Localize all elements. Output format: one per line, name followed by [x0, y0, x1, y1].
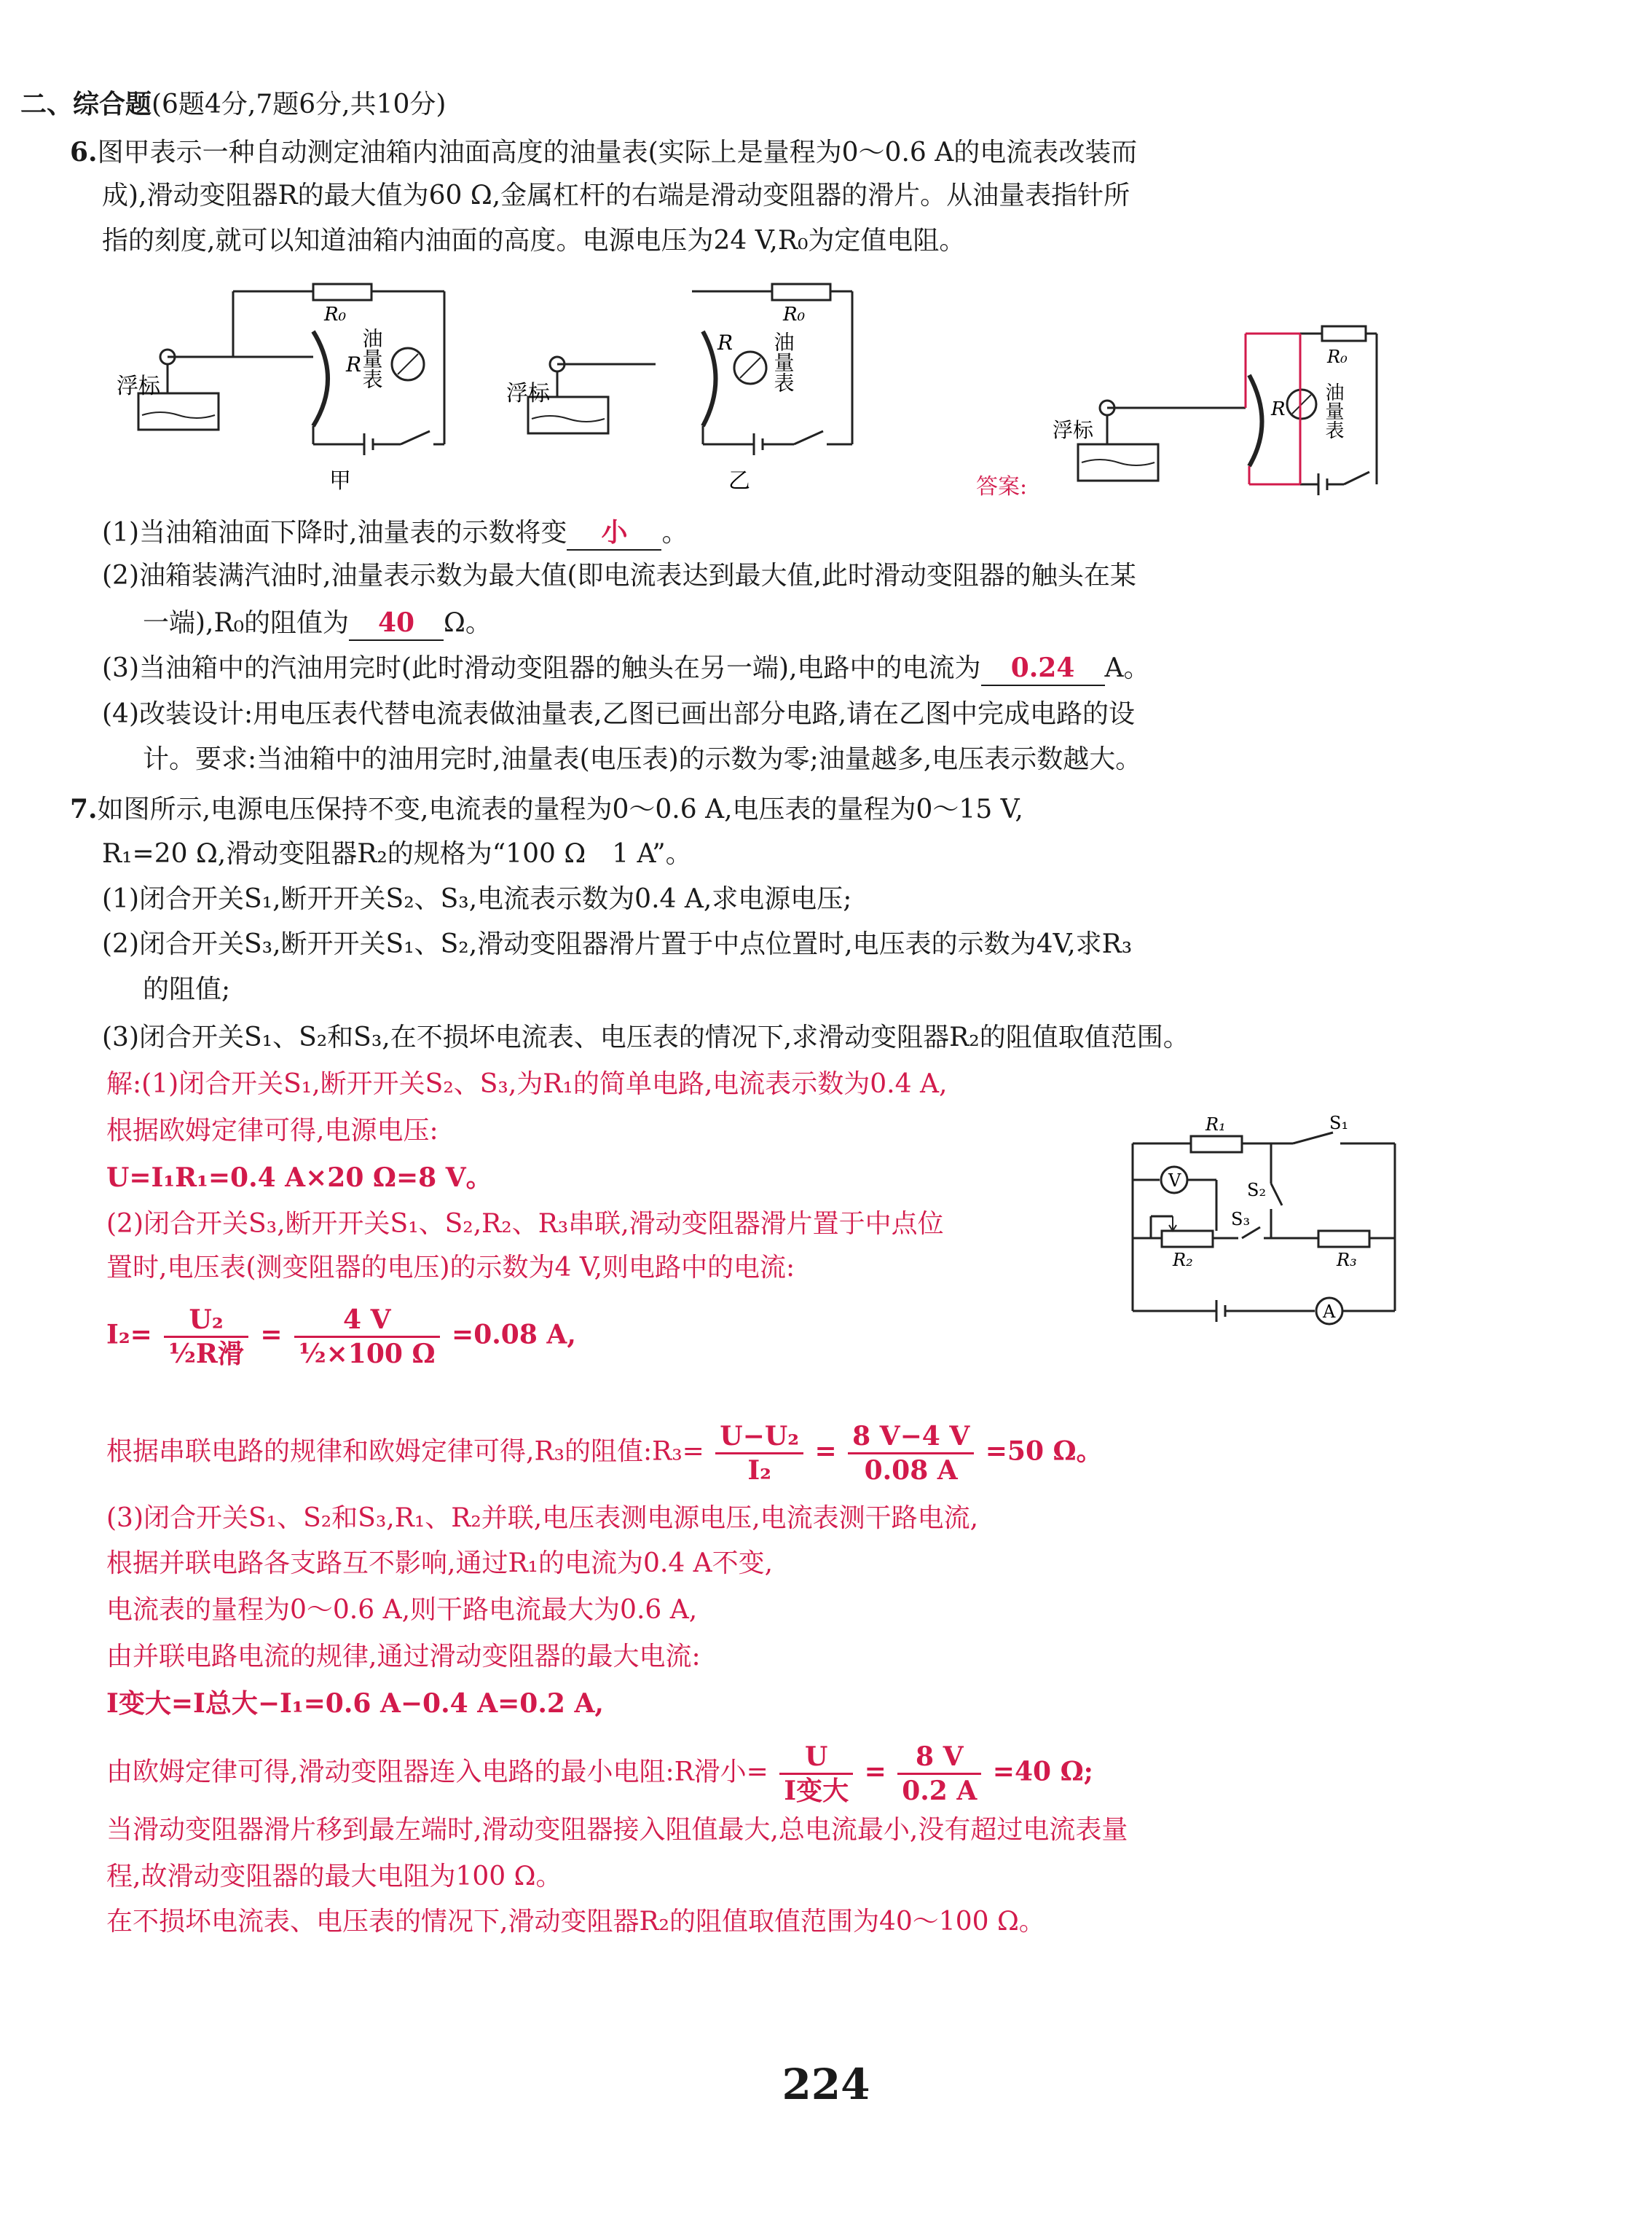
rheostat-r: [703, 331, 716, 426]
q6-p3-answer: 0.24: [981, 651, 1105, 686]
eq-r3-equals: =: [814, 1436, 837, 1467]
eq-i2-rhs: =0.08 A,: [452, 1319, 576, 1350]
eq-rmin-rhs: =40 Ω;: [992, 1756, 1093, 1787]
fig-yi-float-label: 浮标: [506, 381, 550, 406]
resistor-r3: [1318, 1231, 1369, 1247]
fig-ans-meter: 油量表: [1322, 382, 1344, 439]
q6-part2-line2: [143, 606, 492, 641]
fig-jia-r: R: [346, 353, 362, 377]
q6-p1-answer: 小: [567, 516, 661, 551]
q6-stem-line1: [70, 135, 1137, 170]
eq-i2-den2: ½×100 Ω: [299, 1339, 436, 1369]
q6-p3-end: A。: [1104, 653, 1150, 683]
q6-p2-answer: 40: [349, 606, 444, 641]
eq-i2-den1: ½R滑: [168, 1339, 244, 1369]
resistor-r0: [772, 284, 830, 300]
section-title: 二、综合题: [20, 89, 152, 119]
q6-part3: [102, 651, 1150, 686]
figure-jia: [102, 269, 481, 503]
fig-jia-caption: 甲: [329, 468, 351, 494]
switch-icon: [1344, 472, 1369, 484]
sol-line11: 由并联电路电流的规律,通过滑动变阻器的最大电流:: [106, 1642, 701, 1671]
q7-part2-line1: (2)闭合开关S₃,断开开关S₁、S₂,滑动变阻器滑片置于中点位置时,电压表的示数为4V,求R₃: [102, 929, 1133, 959]
fig-yi-r: R: [717, 331, 733, 355]
q6-p1-text: (1)当油箱油面下降时,油量表的示数将变: [102, 518, 567, 548]
circuit-s2-label: S₂: [1247, 1180, 1267, 1200]
sol-line16: 在不损坏电流表、电压表的情况下,滑动变阻器R₂的阻值取值范围为40～100 Ω。: [106, 1907, 1045, 1937]
eq-r3-num1: U−U₂: [715, 1420, 803, 1454]
eq-r3-den2: 0.08 A: [864, 1455, 958, 1486]
q6-number: 6.: [70, 137, 98, 168]
q7-part3: (3)闭合开关S₁、S₂和S₃,在不损坏电流表、电压表的情况下,求滑动变阻器R₂的阻值取值范围。: [102, 1023, 1189, 1052]
eq-rmin-text: 由欧姆定律可得,滑动变阻器连入电路的最小电阻:R滑小=: [106, 1757, 768, 1787]
q7-part2-line2: 的阻值;: [143, 974, 231, 1004]
fig-yi-meter: 油量表: [771, 331, 795, 393]
sol-line4: (2)闭合开关S₃,断开开关S₁、S₂,R₂、R₃串联,滑动变阻器滑片置于中点位: [106, 1209, 944, 1239]
rheostat-r: [1249, 375, 1262, 466]
q7-stem-line2: R₁=20 Ω,滑动变阻器R₂的规格为“100 Ω 1 A”。: [102, 839, 692, 869]
q6-part4-line2: 计。要求:当油箱中的油用完时,油量表(电压表)的示数为零;油量越多,电压表示数越大。: [143, 744, 1142, 774]
q6-part1: [102, 516, 688, 551]
eq-i2-num1: U₂: [164, 1304, 248, 1338]
eq-rmin-den2: 0.2 A: [902, 1776, 978, 1806]
q7-circuit: [1122, 1114, 1413, 1326]
eq-r3-num2: 8 V−4 V: [848, 1420, 974, 1454]
q6-p2-text: 一端),R₀的阻值为: [143, 608, 350, 638]
q6-part4-line1: (4)改装设计:用电压表代替电流表做油量表,乙图已画出部分电路,请在乙图中完成电路的设: [102, 699, 1136, 729]
sol-eq-rmin: [106, 1741, 1093, 1807]
q7-number: 7.: [70, 794, 98, 824]
circuit-v-label: V: [1168, 1170, 1181, 1191]
fig-jia-meter: 油量表: [359, 328, 384, 389]
circuit-a-label: A: [1323, 1301, 1336, 1322]
eq-r3-rhs: =50 Ω。: [985, 1436, 1103, 1467]
resistor-r0: [313, 284, 371, 300]
sol-eq-r3: [106, 1420, 1103, 1486]
resistor-r0: [1322, 326, 1366, 341]
q7-stem-line1: [70, 792, 1023, 827]
figure-yi: [503, 269, 881, 503]
q6-stem-line2: 成),滑动变阻器R的最大值为60 Ω,金属杠杆的右端是滑动变阻器的滑片。从油量表指针所: [102, 181, 1130, 210]
circuit-s1-label: S₁: [1329, 1114, 1349, 1133]
fig-yi-caption: 乙: [728, 468, 750, 494]
q7-stem1: 如图所示,电源电压保持不变,电流表的量程为0～0.6 A,电压表的量程为0～15 V,: [97, 795, 1023, 824]
answer-prefix: 答案:: [976, 474, 1028, 500]
section-heading: [20, 87, 446, 122]
fig-ans-r: R: [1271, 398, 1286, 420]
circuit-r2-label: R₂: [1173, 1250, 1193, 1270]
circuit-r3-label: R₃: [1337, 1250, 1357, 1270]
q6-stem1: 图甲表示一种自动测定油箱内油面高度的油量表(实际上是量程为0～0.6 A的电流表改装而: [97, 138, 1138, 168]
q7-part1: (1)闭合开关S₁,断开开关S₂、S₃,电流表示数为0.4 A,求电源电压;: [102, 884, 852, 914]
circuit-s3-label: S₃: [1231, 1209, 1251, 1229]
sol-line12: I变大=I总大−I₁=0.6 A−0.4 A=0.2 A,: [106, 1688, 604, 1719]
fig-jia-float-label: 浮标: [117, 374, 160, 399]
fig-yi-r0: R₀: [783, 304, 805, 326]
fig-ans-float-label: 浮标: [1053, 418, 1094, 442]
switch-icon: [401, 431, 430, 444]
sol-line15: 程,故滑动变阻器的最大电阻为100 Ω。: [106, 1862, 562, 1891]
q6-p1-end: 。: [661, 518, 688, 548]
sol-line8: (3)闭合开关S₁、S₂和S₃,R₁、R₂并联,电压表测电源电压,电流表测干路电流,: [106, 1503, 979, 1533]
section-points: (6题4分,7题6分,共10分): [152, 90, 447, 119]
eq-i2-num2: 4 V: [294, 1304, 439, 1338]
sol-line10: 电流表的量程为0～0.6 A,则干路电流最大为0.6 A,: [106, 1595, 698, 1625]
circuit-r1-label: R₁: [1205, 1114, 1226, 1135]
switch-icon: [794, 431, 823, 444]
sol-line14: 当滑动变阻器滑片移到最左端时,滑动变阻器接入阻值最大,总电流最小,没有超过电流表量: [106, 1815, 1128, 1845]
q6-part2-line1: (2)油箱装满汽油时,油量表示数为最大值(即电流表达到最大值,此时滑动变阻器的触头在某: [102, 561, 1136, 591]
sol-line9: 根据并联电路各支路互不影响,通过R₁的电流为0.4 A不变,: [106, 1548, 774, 1578]
q6-p3-text: (3)当油箱中的汽油用完时(此时滑动变阻器的触头在另一端),电路中的电流为: [102, 653, 981, 683]
switch-s1: [1293, 1133, 1333, 1143]
figure-answer: [976, 306, 1384, 510]
rheostat-r: [313, 331, 328, 426]
rheostat-r2: [1162, 1231, 1213, 1247]
sol-line1: 解:(1)闭合开关S₁,断开开关S₂、S₃,为R₁的简单电路,电流表示数为0.4 A,: [106, 1069, 948, 1099]
eq-rmin-den1: I变大: [784, 1776, 849, 1806]
eq-rmin-num1: U: [779, 1741, 853, 1775]
q6-p2-end: Ω。: [444, 608, 492, 638]
q6-stem-line3: 指的刻度,就可以知道油箱内油面的高度。电源电压为24 V,R₀为定值电阻。: [102, 226, 966, 256]
eq-i2-equals: =: [260, 1319, 283, 1350]
page-number: 224: [782, 2060, 870, 2109]
eq-rmin-equals: =: [864, 1756, 886, 1787]
eq-rmin-num2: 8 V: [897, 1741, 981, 1775]
sol-line3: U=I₁R₁=0.4 A×20 Ω=8 V。: [106, 1162, 492, 1193]
eq-i2-lhs: I₂=: [106, 1319, 152, 1350]
resistor-r1: [1191, 1136, 1242, 1152]
sol-eq-i2: [106, 1304, 576, 1370]
switch-s2: [1271, 1184, 1282, 1205]
sol-line5: 置时,电压表(测变阻器的电压)的示数为4 V,则电路中的电流:: [106, 1253, 795, 1283]
eq-r3-text: 根据串联电路的规律和欧姆定律可得,R₃的阻值:R₃=: [106, 1436, 704, 1467]
eq-r3-den1: I₂: [747, 1455, 771, 1486]
fig-ans-r0: R₀: [1327, 347, 1348, 367]
sol-line2: 根据欧姆定律可得,电源电压:: [106, 1116, 438, 1146]
fig-jia-r0: R₀: [324, 304, 346, 326]
